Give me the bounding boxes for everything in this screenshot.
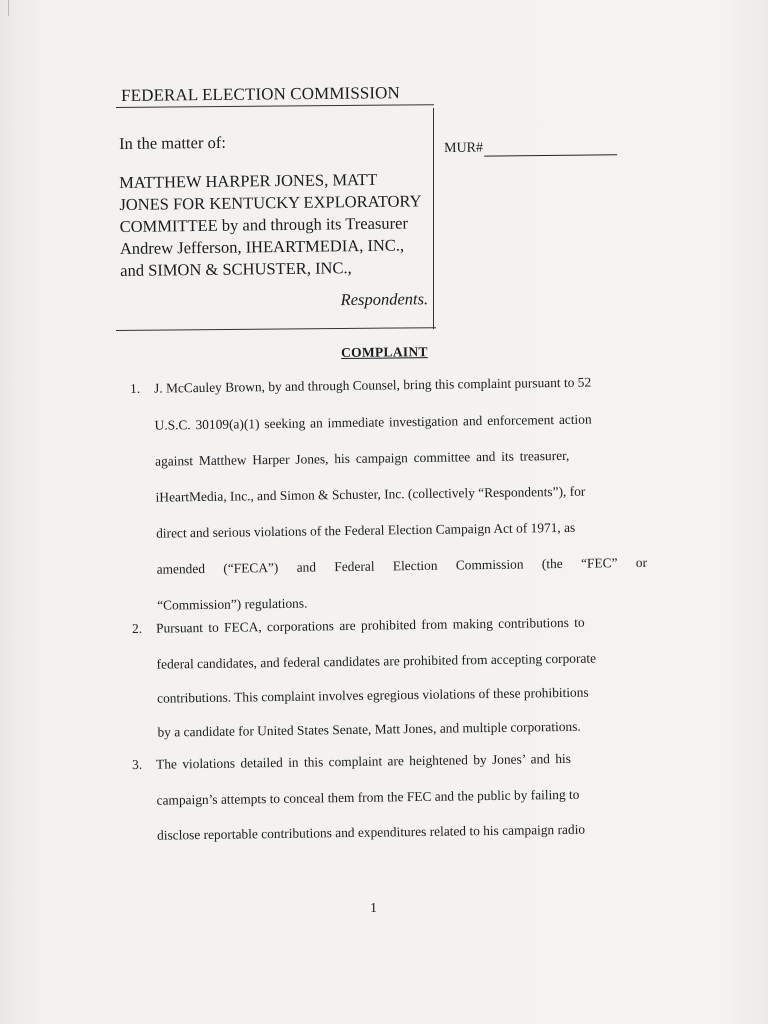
paragraph-line: J. McCauley Brown, by and through Counsel, bring this complaint pursuant to 52 bbox=[153, 374, 592, 396]
paragraph-line: federal candidates, and federal candidates are prohibited from accepting corporate bbox=[156, 650, 597, 672]
paragraph-line: against Matthew Harper Jones, his campaign committee and its treasurer, bbox=[155, 447, 570, 469]
respondents-label: Respondents. bbox=[340, 289, 429, 310]
parties-line: JONES FOR KENTUCKY EXPLORATORY bbox=[119, 191, 422, 214]
mur-field bbox=[444, 139, 617, 157]
paragraph-line: direct and serious violations of the Federal Election Campaign Act of 1971, as bbox=[156, 519, 576, 541]
paragraph-line: iHeartMedia, Inc., and Simon & Schuster, Inc. (collectively “Respondents”), for bbox=[155, 483, 586, 505]
parties-block bbox=[119, 168, 430, 282]
parties-line: and SIMON & SCHUSTER, INC., bbox=[120, 258, 352, 280]
paragraph-line: by a candidate for United States Senate, Matt Jones, and multiple corporations. bbox=[157, 718, 581, 740]
paragraph-line: U.S.C. 30109(a)(1) seeking an immediate investigation and enforcement action bbox=[154, 411, 592, 433]
caption-rule-right bbox=[433, 108, 434, 329]
paragraph-number: 2. bbox=[132, 620, 143, 636]
parties-line: COMMITTEE by and through its Treasurer bbox=[119, 213, 409, 236]
page-number: 1 bbox=[370, 901, 377, 916]
mur-blank-line bbox=[484, 142, 617, 156]
paragraph-number: 3. bbox=[132, 756, 143, 772]
paragraph-line: “Commission”) regulations. bbox=[157, 595, 308, 613]
agency-name: FEDERAL ELECTION COMMISSION bbox=[121, 83, 400, 105]
paragraph-line: contributions. This complaint involves egregious violations of these prohibitions bbox=[156, 684, 589, 706]
paragraph-line: disclose reportable contributions and expenditures related to his campaign radio bbox=[156, 821, 586, 843]
scan-edge-mark bbox=[8, 0, 9, 16]
paragraph-line: amended (“FECA”) and Federal Election Commission (the “FEC” or bbox=[156, 554, 648, 577]
complaint-heading: COMPLAINT bbox=[341, 344, 428, 360]
paragraph-line: Pursuant to FECA, corporations are prohibited from making contributions to bbox=[155, 614, 585, 636]
paragraph-number: 1. bbox=[130, 380, 141, 396]
parties-line: Andrew Jefferson, IHEARTMEDIA, INC., bbox=[119, 235, 405, 258]
caption-rule-bottom bbox=[116, 327, 436, 331]
in-the-matter-of: In the matter of: bbox=[119, 132, 226, 153]
mur-label: MUR# bbox=[444, 140, 484, 156]
parties-line: MATTHEW HARPER JONES, MATT bbox=[119, 169, 378, 192]
paragraph-line: The violations detailed in this complaint are heightened by Jones’ and his bbox=[155, 750, 571, 772]
paragraph-line: campaign’s attempts to conceal them from the FEC and the public by failing to bbox=[156, 786, 580, 808]
